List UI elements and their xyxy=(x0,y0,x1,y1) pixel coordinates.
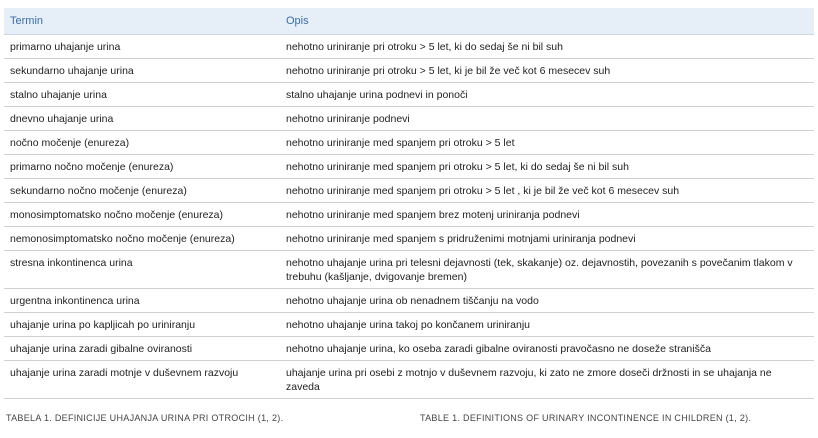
row-term: dnevno uhajanje urina xyxy=(10,113,114,125)
table-row xyxy=(4,155,814,179)
table-row xyxy=(4,107,814,131)
row-term: monosimptomatsko nočno močenje (enureza) xyxy=(10,209,224,221)
row-term: stresna inkontinenca urina xyxy=(10,257,133,269)
caption-english: TABLE 1. DEFINITIONS OF URINARY INCONTINENCE IN CHILDREN (1, 2). xyxy=(420,413,752,423)
row-term: uhajanje urina zaradi gibalne oviranosti xyxy=(10,343,193,355)
table-row xyxy=(4,35,814,59)
row-description: nehotno uriniranje pri otroku > 5 let, ki je bil že več kot 6 mesecev suh xyxy=(286,65,611,77)
header-description: Opis xyxy=(286,15,309,27)
table-row xyxy=(4,131,814,155)
row-description: stalno uhajanje urina podnevi in ponoči xyxy=(286,89,468,101)
row-term: nemonosimptomatsko nočno močenje (enureza) xyxy=(10,233,235,245)
header-term: Termin xyxy=(10,15,44,27)
table-row xyxy=(4,179,814,203)
table-row xyxy=(4,289,814,313)
table-row xyxy=(4,313,814,337)
row-description: nehotno uhajanje urina takoj po končanem uriniranju xyxy=(286,319,531,331)
table-row xyxy=(4,337,814,361)
row-description: nehotno uriniranje med spanjem pri otroku > 5 let xyxy=(286,137,515,149)
row-description: nehotno uriniranje med spanjem pri otroku > 5 let , ki je bil že več kot 6 mesecev suh xyxy=(286,185,680,197)
table-row xyxy=(4,361,814,399)
row-term: sekundarno uhajanje urina xyxy=(10,65,134,77)
row-term: nočno močenje (enureza) xyxy=(10,137,130,149)
row-term: uhajanje urina po kapljicah po uriniranju xyxy=(10,319,196,331)
row-term: sekundarno nočno močenje (enureza) xyxy=(10,185,187,197)
table-row xyxy=(4,251,814,289)
table-row xyxy=(4,203,814,227)
row-description: uhajanje urina pri osebi z motnjo v duševnem razvoju, ki zato ne zmore doseči držnosti in se uhajanja ne zaveda xyxy=(286,367,772,393)
row-description: nehotno uhajanje urina pri telesni dejavnosti (tek, skakanje) oz. dejavnostih, povezanih s povečanim tlakom v trebuhu (kašljanje, dvigovanje bremen) xyxy=(286,257,793,283)
row-description: nehotno uriniranje med spanjem s pridruženimi motnjami uriniranja podnevi xyxy=(286,233,636,245)
table-header xyxy=(4,8,814,35)
table-row xyxy=(4,83,814,107)
caption-slovenian: TABELA 1. DEFINICIJE UHAJANJA URINA PRI OTROCIH (1, 2). xyxy=(6,413,284,423)
row-term: stalno uhajanje urina xyxy=(10,89,107,101)
row-term: urgentna inkontinenca urina xyxy=(10,295,140,307)
row-term: uhajanje urina zaradi motnje v duševnem razvoju xyxy=(10,367,239,379)
table-row xyxy=(4,59,814,83)
table-body xyxy=(4,35,814,399)
row-description: nehotno uriniranje med spanjem brez motenj uriniranja podnevi xyxy=(286,209,580,221)
row-description: nehotno uhajanje urina, ko oseba zaradi gibalne oviranosti pravočasno ne doseže stranišča xyxy=(286,343,711,355)
row-term: primarno nočno močenje (enureza) xyxy=(10,161,174,173)
definitions-table xyxy=(4,8,814,399)
row-description: nehotno uriniranje med spanjem pri otroku > 5 let, ki do sedaj še ni bil suh xyxy=(286,161,629,173)
table-row xyxy=(4,227,814,251)
row-description: nehotno uriniranje podnevi xyxy=(286,113,410,125)
row-description: nehotno uriniranje pri otroku > 5 let, ki do sedaj še ni bil suh xyxy=(286,41,563,53)
row-term: primarno uhajanje urina xyxy=(10,41,121,53)
row-description: nehotno uhajanje urina ob nenadnem tiščanju na vodo xyxy=(286,295,539,307)
